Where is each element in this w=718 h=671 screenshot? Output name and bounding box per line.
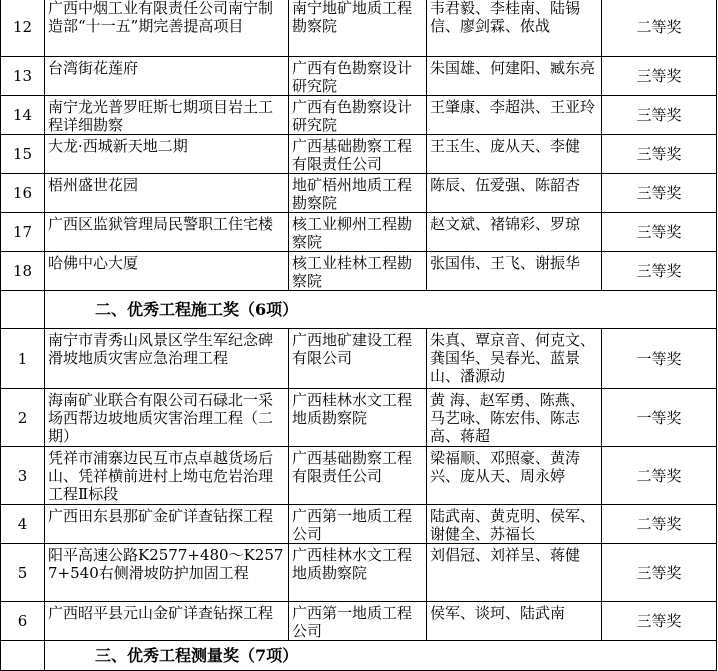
unit-name: 广西第一地质工程公司	[289, 505, 427, 544]
unit-name: 广西桂林水文工程地质勘察院	[289, 389, 427, 447]
row-number: 15	[1, 135, 45, 174]
participants: 赵文斌、褚锦彩、罗琼	[427, 213, 602, 252]
project-name: 梧州盛世花园	[45, 174, 289, 213]
table-row	[1, 0, 717, 57]
award-level: 三等奖	[602, 135, 717, 174]
part2-rows	[1, 329, 717, 641]
award-level: 一等奖	[602, 389, 717, 447]
table-row	[1, 447, 717, 505]
project-name: 南宁市青秀山风景区学生军纪念碑滑坡地质灾害应急治理工程	[45, 329, 289, 389]
table-row	[1, 135, 717, 174]
participants: 黄 海、赵军勇、陈燕、马艺咏、陈宏伟、陈志高、蒋超	[427, 389, 602, 447]
unit-name: 广西有色勘察设计研究院	[289, 57, 427, 96]
participants: 韦君毅、李桂南、陆锡信、廖剑霖、侬战	[427, 0, 602, 57]
unit-name: 广西地矿建设工程有限公司	[289, 329, 427, 389]
table-row	[1, 544, 717, 602]
award-level: 三等奖	[602, 213, 717, 252]
section-title-construction: 二、优秀工程施工奖（6项）	[45, 291, 717, 329]
unit-name: 广西基础勘察工程有限责任公司	[289, 447, 427, 505]
project-name: 广西中烟工业有限责任公司南宁制造部“十一五”期完善提高项目	[45, 0, 289, 57]
award-level: 三等奖	[602, 544, 717, 602]
project-name: 台湾街花莲府	[45, 57, 289, 96]
participants: 侯军、谈珂、陆武南	[427, 602, 602, 641]
unit-name: 广西有色勘察设计研究院	[289, 96, 427, 135]
part1-rows	[1, 0, 717, 291]
project-name: 凭祥市浦寨边民互市点卓越货场后山、凭祥横前进村上坳屯危岩治理工程Ⅱ标段	[45, 447, 289, 505]
section-row	[1, 641, 717, 671]
participants: 梁福顺、邓照豪、黄涛兴、庞从天、周永婷	[427, 447, 602, 505]
table-row	[1, 96, 717, 135]
participants: 刘倡冠、刘祥呈、蒋健	[427, 544, 602, 602]
award-level: 三等奖	[602, 174, 717, 213]
table-row	[1, 389, 717, 447]
award-level: 三等奖	[602, 57, 717, 96]
award-level: 二等奖	[602, 0, 717, 57]
row-number: 17	[1, 213, 45, 252]
section-title-survey: 三、优秀工程测量奖（7项）	[45, 641, 717, 671]
unit-name: 广西桂林水文工程地质勘察院	[289, 544, 427, 602]
row-number: 14	[1, 96, 45, 135]
award-level: 三等奖	[602, 602, 717, 641]
row-number: 16	[1, 174, 45, 213]
section-row	[1, 291, 717, 329]
table-row	[1, 174, 717, 213]
project-name: 广西昭平县元山金矿详查钻探工程	[45, 602, 289, 641]
award-level: 二等奖	[602, 447, 717, 505]
row-number: 5	[1, 544, 45, 602]
participants: 朱国雄、何建阳、臧东亮	[427, 57, 602, 96]
project-name: 海南矿业联合有限公司石碌北一采场西帮边坡地质灾害治理工程（二期）	[45, 389, 289, 447]
award-level: 二等奖	[602, 505, 717, 544]
participants: 陈辰、伍爱强、陈韶杏	[427, 174, 602, 213]
participants: 朱真、覃京音、何克文、龚国华、吴春光、蓝景山、潘源动	[427, 329, 602, 389]
row-number: 3	[1, 447, 45, 505]
project-name: 哈佛中心大厦	[45, 252, 289, 291]
unit-name: 广西基础勘察工程有限责任公司	[289, 135, 427, 174]
table-row	[1, 213, 717, 252]
table-row	[1, 57, 717, 96]
participants: 王肇康、李超洪、王亚玲	[427, 96, 602, 135]
table-row	[1, 252, 717, 291]
row-number: 1	[1, 329, 45, 389]
project-name: 阳平高速公路K2577+480～K2577+540右侧滑坡防护加固工程	[45, 544, 289, 602]
participants: 张国伟、王飞、谢振华	[427, 252, 602, 291]
table-row	[1, 602, 717, 641]
row-number: 6	[1, 602, 45, 641]
project-name: 广西区监狱管理局民警职工住宅楼	[45, 213, 289, 252]
award-level: 三等奖	[602, 96, 717, 135]
row-number: 12	[1, 0, 45, 57]
unit-name: 广西第一地质工程公司	[289, 602, 427, 641]
unit-name: 南宁地矿地质工程勘察院	[289, 0, 427, 57]
participants: 王玉生、庞从天、李健	[427, 135, 602, 174]
table-row	[1, 505, 717, 544]
award-level: 一等奖	[602, 329, 717, 389]
project-name: 大龙·西城新天地二期	[45, 135, 289, 174]
award-level: 三等奖	[602, 252, 717, 291]
unit-name: 核工业柳州工程勘察院	[289, 213, 427, 252]
row-number: 2	[1, 389, 45, 447]
row-number: 18	[1, 252, 45, 291]
project-name: 南宁龙光普罗旺斯七期项目岩土工程详细勘察	[45, 96, 289, 135]
row-number: 13	[1, 57, 45, 96]
participants: 陆武南、黄克明、侯军、谢健全、苏福长	[427, 505, 602, 544]
unit-name: 核工业桂林工程勘察院	[289, 252, 427, 291]
unit-name: 地矿梧州地质工程勘察院	[289, 174, 427, 213]
row-number: 4	[1, 505, 45, 544]
project-name: 广西田东县那矿金矿详查钻探工程	[45, 505, 289, 544]
table-row	[1, 329, 717, 389]
